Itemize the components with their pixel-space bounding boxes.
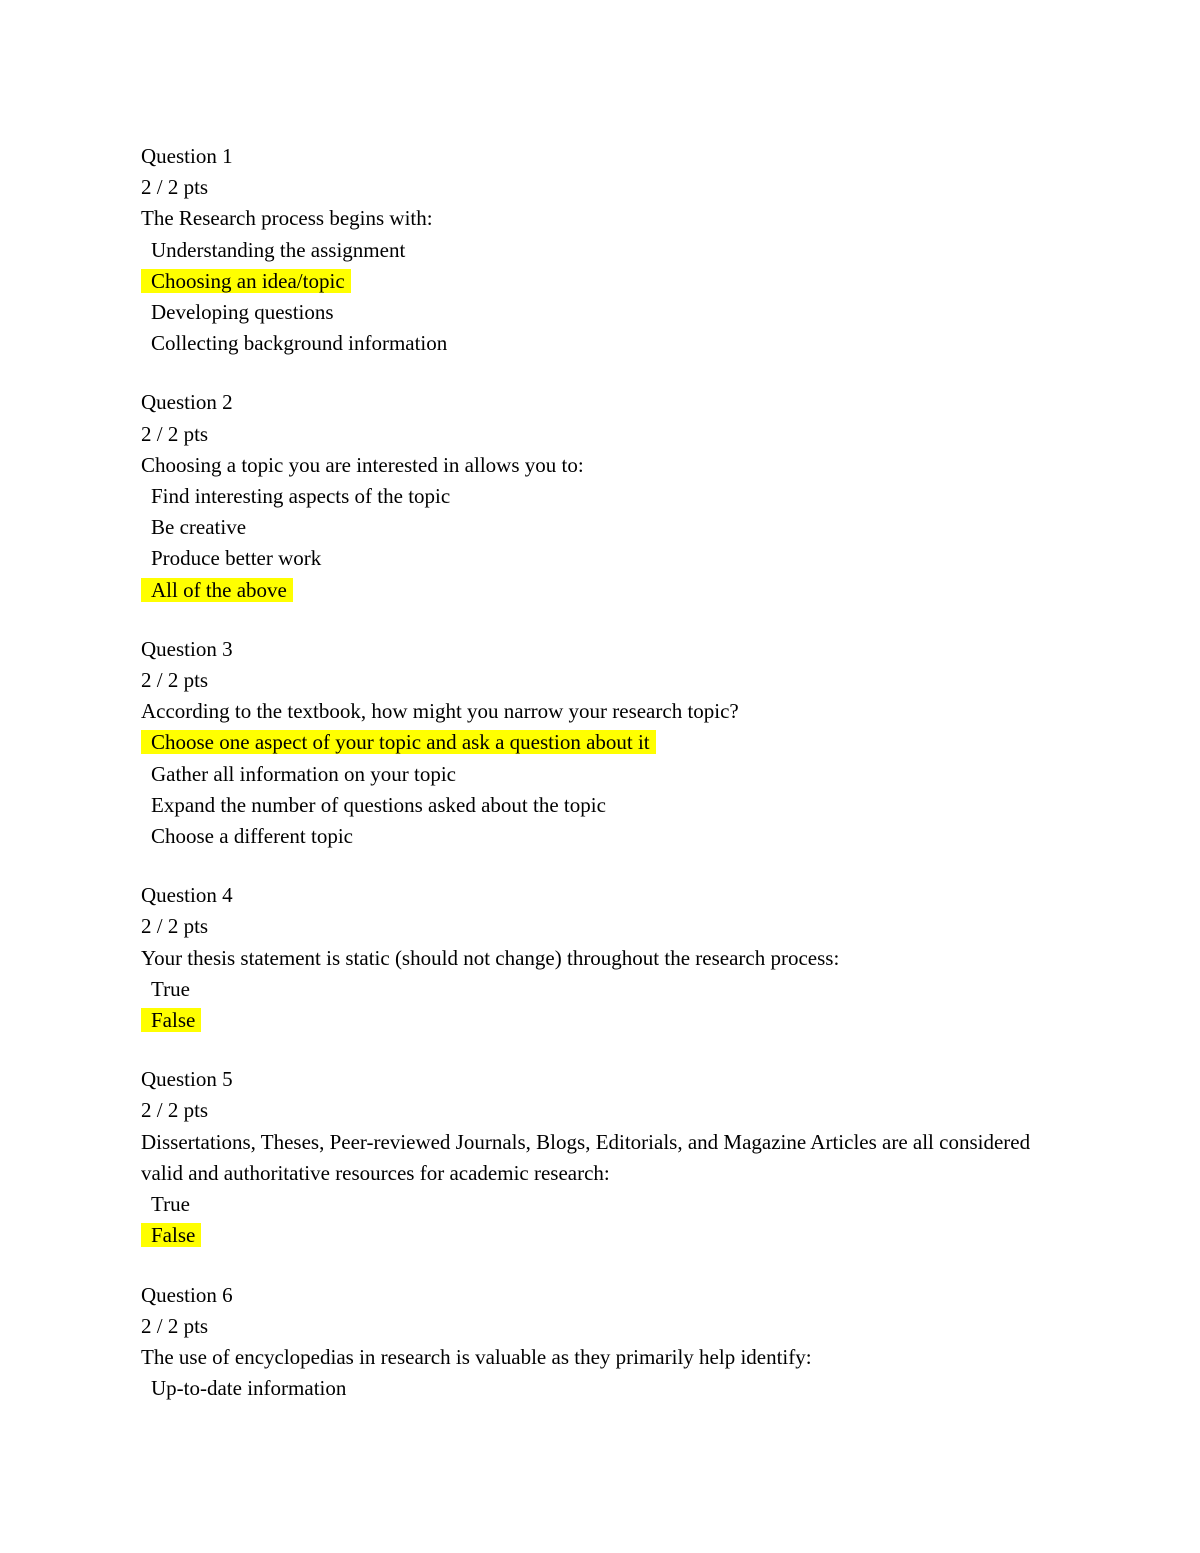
answer-option	[141, 821, 1061, 852]
question-2	[141, 387, 1061, 605]
question-points: 2 / 2 pts	[141, 1313, 209, 1338]
question-title: Question 5	[141, 1067, 233, 1092]
answer-option-text: Developing questions	[151, 300, 334, 325]
answer-option	[141, 1189, 1061, 1220]
answer-option-text: Collecting background information	[151, 331, 448, 356]
question-1	[141, 141, 1061, 359]
answer-option-text: Understanding the assignment	[151, 237, 406, 262]
question-points: 2 / 2 pts	[141, 914, 209, 939]
answer-option-text: True	[151, 1192, 190, 1217]
question-6	[141, 1280, 1061, 1405]
question-prompt: Your thesis statement is static (should not change) throughout the research process:	[141, 945, 840, 970]
answer-option	[141, 481, 1061, 512]
question-prompt: Choosing a topic you are interested in allows you to:	[141, 452, 584, 477]
question-title: Question 3	[141, 636, 233, 661]
answer-option-text: True	[151, 976, 190, 1001]
answer-option	[141, 790, 1061, 821]
answer-option-text: Expand the number of questions asked about the topic	[151, 792, 606, 817]
answer-option-text: Choose a different topic	[151, 824, 353, 849]
answer-option	[141, 328, 1061, 359]
answer-option-text: Up-to-date information	[151, 1376, 347, 1401]
question-points: 2 / 2 pts	[141, 1098, 209, 1123]
question-prompt: According to the textbook, how might you narrow your research topic?	[141, 699, 739, 724]
answer-option-text: False	[141, 1223, 201, 1247]
question-prompt: The use of encyclopedias in research is valuable as they primarily help identify:	[141, 1344, 812, 1369]
answer-option-text: Choose one aspect of your topic and ask a question about it	[141, 730, 656, 754]
answer-option-selected	[141, 727, 1061, 758]
answer-option-text: False	[141, 1008, 201, 1032]
answer-option-text: Gather all information on your topic	[151, 761, 457, 786]
question-prompt: Dissertations, Theses, Peer-reviewed Journals, Blogs, Editorials, and Magazine Articles are all considered valid and authoritative resources for academic research:	[141, 1129, 1031, 1185]
answer-option-selected	[141, 1220, 1061, 1251]
question-4	[141, 880, 1061, 1036]
answer-option-text: Choosing an idea/topic	[141, 269, 351, 293]
answer-option-text: Find interesting aspects of the topic	[151, 484, 451, 509]
answer-option-text: Be creative	[151, 515, 247, 540]
answer-option-selected	[141, 266, 1061, 297]
answer-option-text: All of the above	[141, 578, 293, 602]
answer-option	[141, 1373, 1061, 1404]
answer-option-selected	[141, 1005, 1061, 1036]
question-points: 2 / 2 pts	[141, 668, 209, 693]
question-points: 2 / 2 pts	[141, 421, 209, 446]
question-prompt: The Research process begins with:	[141, 206, 433, 231]
question-title: Question 1	[141, 144, 233, 168]
question-title: Question 2	[141, 390, 233, 415]
answer-option	[141, 974, 1061, 1005]
answer-option	[141, 759, 1061, 790]
question-5	[141, 1064, 1061, 1251]
question-3	[141, 634, 1061, 852]
answer-option	[141, 543, 1061, 574]
question-title: Question 6	[141, 1282, 233, 1307]
answer-option	[141, 235, 1061, 266]
answer-option	[141, 512, 1061, 543]
document-page	[141, 141, 1061, 1432]
question-title: Question 4	[141, 883, 233, 908]
question-points: 2 / 2 pts	[141, 175, 209, 200]
answer-option-selected	[141, 575, 1061, 606]
answer-option-text: Produce better work	[151, 546, 322, 571]
answer-option	[141, 297, 1061, 328]
